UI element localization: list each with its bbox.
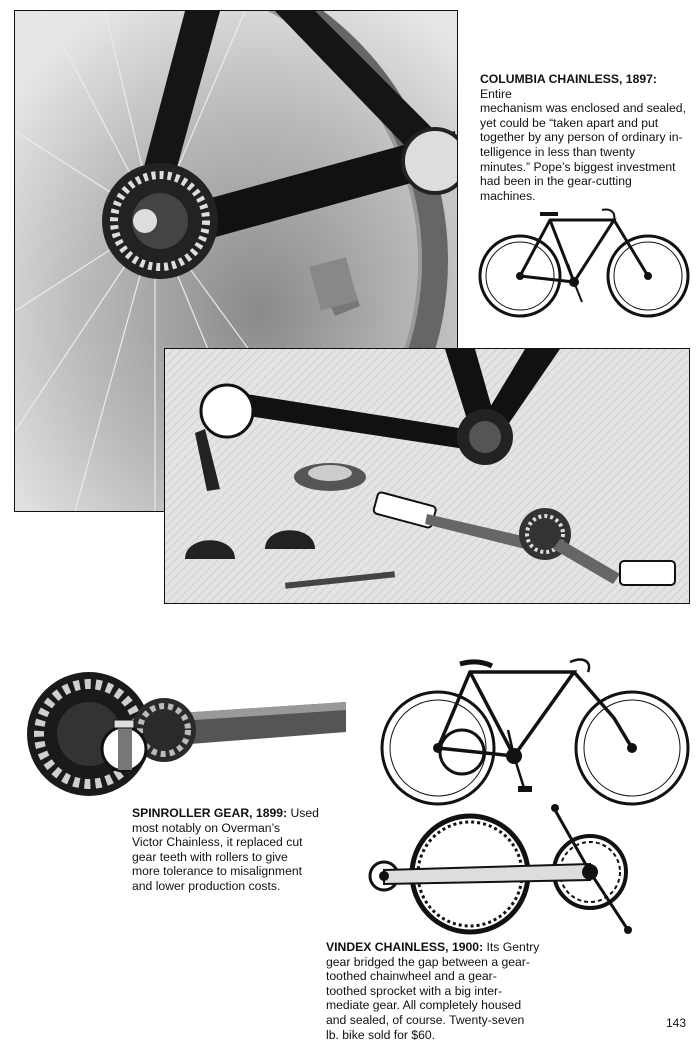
columbia-caption-line: telligence in less than twenty xyxy=(480,144,636,159)
columbia-caption-line: together by any person of ordinary in- xyxy=(480,130,683,145)
columbia-caption xyxy=(480,72,692,203)
vindex-caption xyxy=(326,940,576,1042)
spinroller-gear-photo xyxy=(14,654,346,806)
vindex-gear-illustration xyxy=(360,800,680,936)
spinroller-caption-line: and lower production costs. xyxy=(132,878,281,893)
spinroller-caption-title: SPINROLLER GEAR, 1899: xyxy=(132,806,288,820)
vindex-bicycle-drawing xyxy=(374,648,694,808)
columbia-parts-photo xyxy=(164,348,690,604)
spinroller-caption-line: more tolerance to misalignment xyxy=(132,864,303,879)
vindex-caption-line: lb. bike sold for $60. xyxy=(326,1027,436,1042)
spinroller-illustration xyxy=(14,654,346,806)
parts-illustration xyxy=(165,349,689,603)
vindex-caption-line: toothed chainwheel and a gear- xyxy=(326,969,497,984)
page-number: 143 xyxy=(665,1016,686,1030)
vindex-caption-title: VINDEX CHAINLESS, 1900: xyxy=(326,940,484,954)
columbia-caption-line: Entire xyxy=(480,86,512,101)
vindex-caption-line: mediate gear. All completely housed xyxy=(326,998,522,1013)
vindex-gear-drawing xyxy=(360,800,680,936)
spinroller-caption xyxy=(132,806,352,894)
vindex-caption-line: and sealed, of course. Twenty-seven xyxy=(326,1012,525,1027)
spinroller-caption-line: gear teeth with rollers to give xyxy=(132,849,288,864)
spinroller-caption-line: Used xyxy=(290,806,319,820)
vindex-caption-line: Its Gentry xyxy=(486,940,540,954)
vindex-bicycle-illustration xyxy=(374,648,694,808)
columbia-bicycle-illustration xyxy=(474,202,694,322)
columbia-caption-line: machines. xyxy=(480,188,536,203)
vindex-caption-line: toothed sprocket with a big inter- xyxy=(326,983,503,998)
spinroller-caption-line: most notably on Overman’s xyxy=(132,820,281,835)
columbia-caption-line: mechanism was enclosed and sealed, xyxy=(480,101,686,116)
columbia-caption-line: yet could be “taken apart and put xyxy=(480,115,659,130)
columbia-bicycle-drawing xyxy=(474,202,694,322)
columbia-caption-line: had been in the gear-cutting xyxy=(480,174,632,189)
columbia-caption-line: minutes.” Pope’s biggest investment xyxy=(480,159,676,174)
vindex-caption-line: gear bridged the gap between a gear- xyxy=(326,954,530,969)
spinroller-caption-line: Victor Chainless, it replaced cut xyxy=(132,835,303,850)
columbia-caption-title: COLUMBIA CHAINLESS, 1897: xyxy=(480,72,657,86)
